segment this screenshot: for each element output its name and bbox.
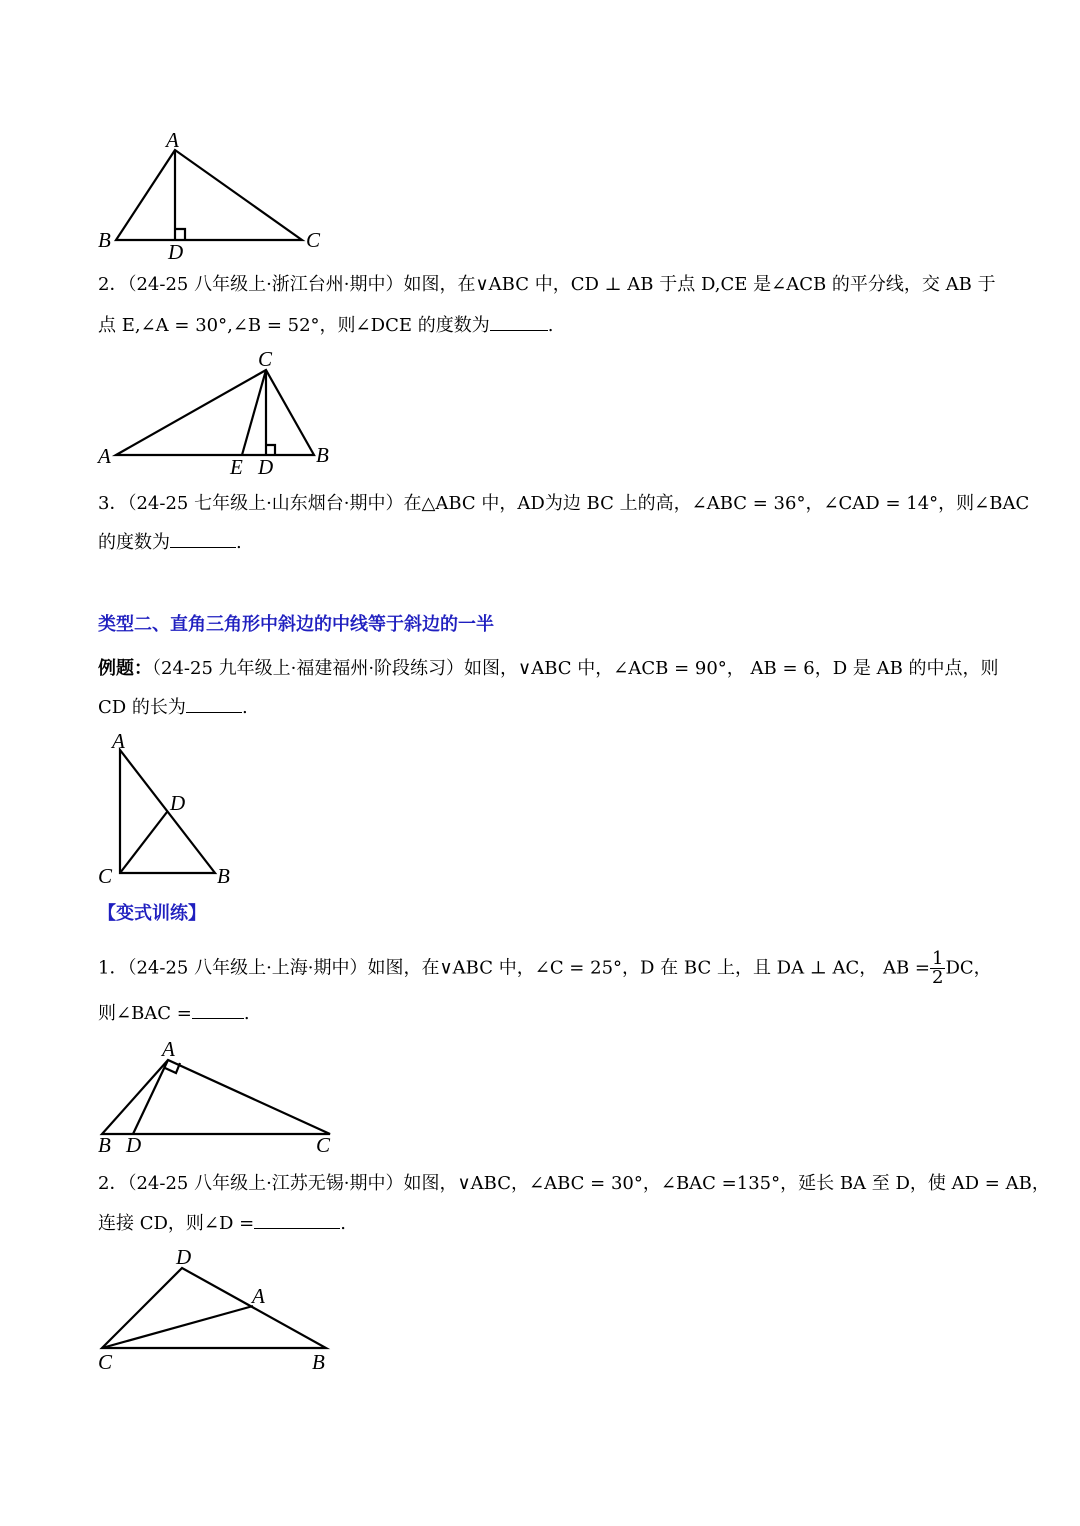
label-d-5: D: [176, 1245, 192, 1269]
v1-line1: [98, 950, 992, 987]
example-end: .: [241, 697, 248, 718]
v1-line2-text: 则∠BAC =: [98, 1003, 192, 1024]
segment-ca: [102, 1306, 253, 1348]
label-e-2: E: [230, 455, 243, 479]
label-b-4: B: [98, 1133, 111, 1157]
q3-answer-blank[interactable]: [170, 529, 236, 548]
v1-answer-blank[interactable]: [192, 1000, 244, 1019]
label-c-4: C: [316, 1133, 331, 1157]
example-answer-blank[interactable]: [186, 694, 242, 713]
label-c-3: C: [98, 864, 113, 888]
v1-end: .: [243, 1003, 250, 1024]
label-a-5: A: [252, 1284, 265, 1308]
v1-line2: [98, 1000, 250, 1026]
v1-frac-num: 1: [932, 948, 944, 969]
right-angle-mark-1: [175, 229, 185, 240]
label-a-1: A: [166, 128, 179, 152]
label-b-3: B: [217, 864, 230, 888]
v2-line2: [98, 1210, 346, 1236]
section-heading: 类型二、直角三角形中斜边的中线等于斜边的一半: [98, 614, 494, 635]
label-c-2: C: [258, 347, 273, 371]
label-b-2: B: [316, 443, 329, 467]
v2-line2-text: 连接 CD，则∠D =: [98, 1213, 255, 1234]
triangle-abc-1: [116, 150, 302, 240]
q2-line2: [98, 312, 553, 338]
triangle-bcd: [102, 1268, 326, 1348]
q3-end: .: [236, 532, 242, 553]
segment-ad: [133, 1060, 168, 1134]
label-d-2: D: [258, 455, 274, 479]
example-line1-text: （24-25 九年级上·福建福州·阶段练习）如图，∨ABC 中，∠ACB = 90°， AB = 6，D 是 AB 的中点，则: [152, 658, 999, 679]
triangle-abc-2: [116, 370, 314, 455]
example-line2: [98, 694, 248, 720]
example-line2-text: CD 的长为: [98, 697, 186, 718]
right-angle-mark-2: [266, 445, 275, 455]
label-a-2: A: [98, 444, 111, 468]
v1-frac-den: 2: [932, 967, 944, 988]
v2-end: .: [340, 1213, 346, 1234]
v2-answer-blank[interactable]: [254, 1210, 340, 1229]
q3-line2: [98, 529, 242, 555]
v1-line1-pre: 1．（24-25 八年级上·上海·期中）如图，在∨ABC 中，∠C = 25°，D 在 BC 上，且 DA ⊥ AC， AB =: [98, 957, 930, 979]
q2-line1: 2．（24-25 八年级上·浙江台州·期中）如图，在∨ABC 中，CD ⊥ AB 于点 D,CE 是∠ACB 的平分线，交 AB 于: [98, 274, 996, 295]
q3-line1: 3．（24-25 七年级上·山东烟台·期中）在△ABC 中，AD为边 BC 上的高，∠ABC = 36°，∠CAD = 14°，则∠BAC: [98, 493, 1030, 514]
q3-line2-text: 的度数为: [98, 532, 170, 553]
example-label: 例题：: [98, 658, 152, 679]
v1-fraction: [930, 950, 945, 987]
label-b-5: B: [312, 1350, 325, 1374]
example-line1: [98, 657, 999, 681]
label-d-3: D: [170, 791, 186, 815]
label-a-4: A: [162, 1037, 175, 1061]
label-c-5: C: [98, 1350, 113, 1374]
v1-line1-post: DC，: [945, 957, 992, 979]
label-b-1: B: [98, 228, 111, 252]
label-d-1: D: [168, 240, 184, 264]
q2-answer-blank[interactable]: [490, 312, 548, 331]
variant-heading: 【变式训练】: [98, 903, 206, 924]
v2-line1: 2．（24-25 八年级上·江苏无锡·期中）如图，∨ABC，∠ABC = 30°，∠BAC =135°，延长 BA 至 D，使 AD = AB，: [98, 1173, 1050, 1194]
label-c-1: C: [306, 228, 321, 252]
q2-end: .: [547, 315, 554, 336]
triangle-abc-4: [102, 1060, 330, 1134]
q2-line2-text: 点 E,∠A = 30°,∠B = 52°，则∠DCE 的度数为: [98, 315, 490, 336]
median-cd: [120, 812, 167, 873]
label-d-4: D: [126, 1133, 142, 1157]
label-a-3: A: [112, 729, 125, 753]
